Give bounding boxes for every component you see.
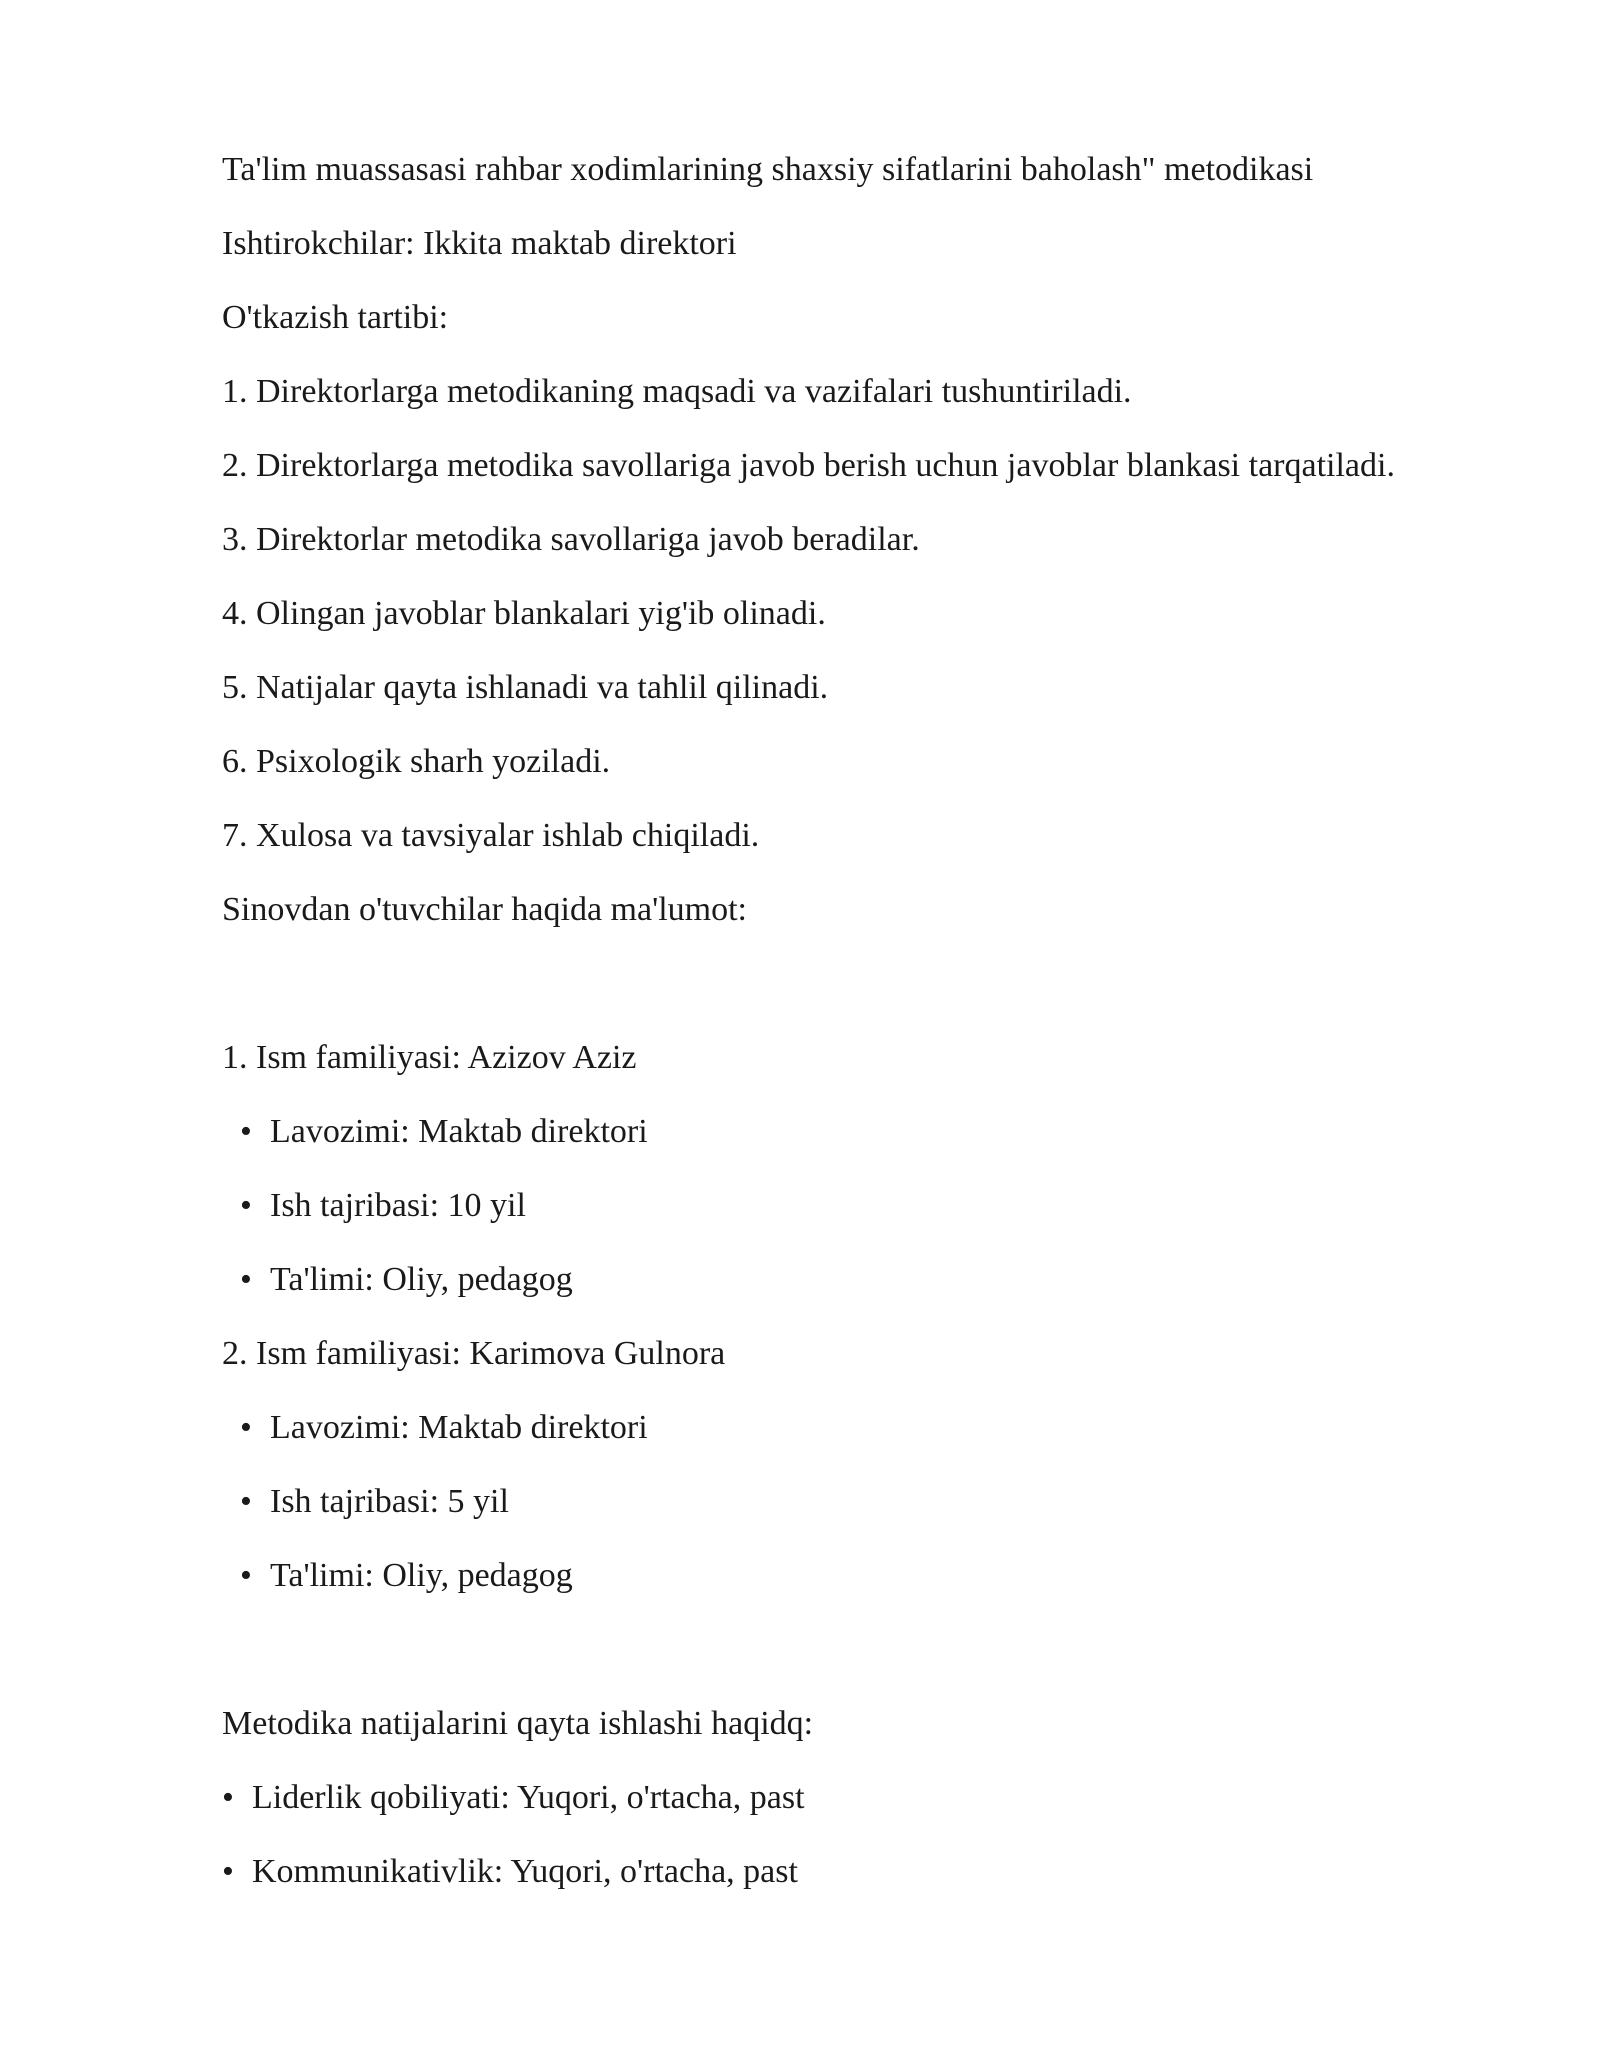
subject-2-position: Lavozimi: Maktab direktori — [270, 1409, 648, 1446]
subject-2-detail-3 — [240, 1556, 573, 1596]
subject-2-name: 2. Ism familiyasi: Karimova Gulnora — [222, 1335, 726, 1372]
bullet-icon: • — [240, 1483, 252, 1520]
processing-item-1 — [222, 1778, 805, 1818]
subject-1-experience: Ish tajribasi: 10 yil — [270, 1187, 526, 1224]
processing-item-communication: Kommunikativlik: Yuqori, o'rtacha, past — [252, 1853, 798, 1890]
bullet-icon: • — [240, 1557, 252, 1594]
bullet-icon: • — [222, 1853, 234, 1890]
procedure-step-6: 6. Psixologik sharh yoziladi. — [222, 743, 611, 780]
processing-heading: Metodika natijalarini qayta ishlashi haqidq: — [222, 1705, 814, 1742]
procedure-step-7: 7. Xulosa va tavsiyalar ishlab chiqiladi. — [222, 817, 760, 854]
bullet-icon: • — [240, 1261, 252, 1298]
subject-2-detail-2 — [240, 1482, 509, 1522]
subject-1-position: Lavozimi: Maktab direktori — [270, 1113, 648, 1150]
subject-1-detail-1 — [240, 1112, 648, 1152]
subjects-heading: Sinovdan o'tuvchilar haqida ma'lumot: — [222, 891, 747, 928]
subject-2-experience: Ish tajribasi: 5 yil — [270, 1483, 509, 1520]
subject-1-education: Ta'limi: Oliy, pedagog — [270, 1261, 573, 1298]
subject-1-detail-3 — [240, 1260, 573, 1300]
bullet-icon: • — [222, 1779, 234, 1816]
document-title: Ta'lim muassasasi rahbar xodimlarining shaxsiy sifatlarini baholash" metodikasi — [222, 151, 1314, 188]
subject-1-detail-2 — [240, 1186, 526, 1226]
procedure-step-3: 3. Direktorlar metodika savollariga javob beradilar. — [222, 521, 920, 558]
subject-2-detail-1 — [240, 1408, 648, 1448]
procedure-step-5: 5. Natijalar qayta ishlanadi va tahlil qilinadi. — [222, 669, 829, 706]
processing-item-leadership: Liderlik qobiliyati: Yuqori, o'rtacha, past — [252, 1779, 805, 1816]
subject-1-name: 1. Ism familiyasi: Azizov Aziz — [222, 1039, 637, 1076]
bullet-icon: • — [240, 1187, 252, 1224]
subject-2-education: Ta'limi: Oliy, pedagog — [270, 1557, 573, 1594]
bullet-icon: • — [240, 1409, 252, 1446]
procedure-step-1: 1. Direktorlarga metodikaning maqsadi va vazifalari tushuntiriladi. — [222, 373, 1132, 410]
processing-item-2 — [222, 1852, 798, 1892]
bullet-icon: • — [240, 1113, 252, 1150]
procedure-heading: O'tkazish tartibi: — [222, 299, 449, 336]
procedure-step-4: 4. Olingan javoblar blankalari yig'ib olinadi. — [222, 595, 826, 632]
procedure-step-2: 2. Direktorlarga metodika savollariga javob berish uchun javoblar blankasi tarqatiladi. — [222, 447, 1395, 484]
participants-line: Ishtirokchilar: Ikkita maktab direktori — [222, 225, 737, 262]
